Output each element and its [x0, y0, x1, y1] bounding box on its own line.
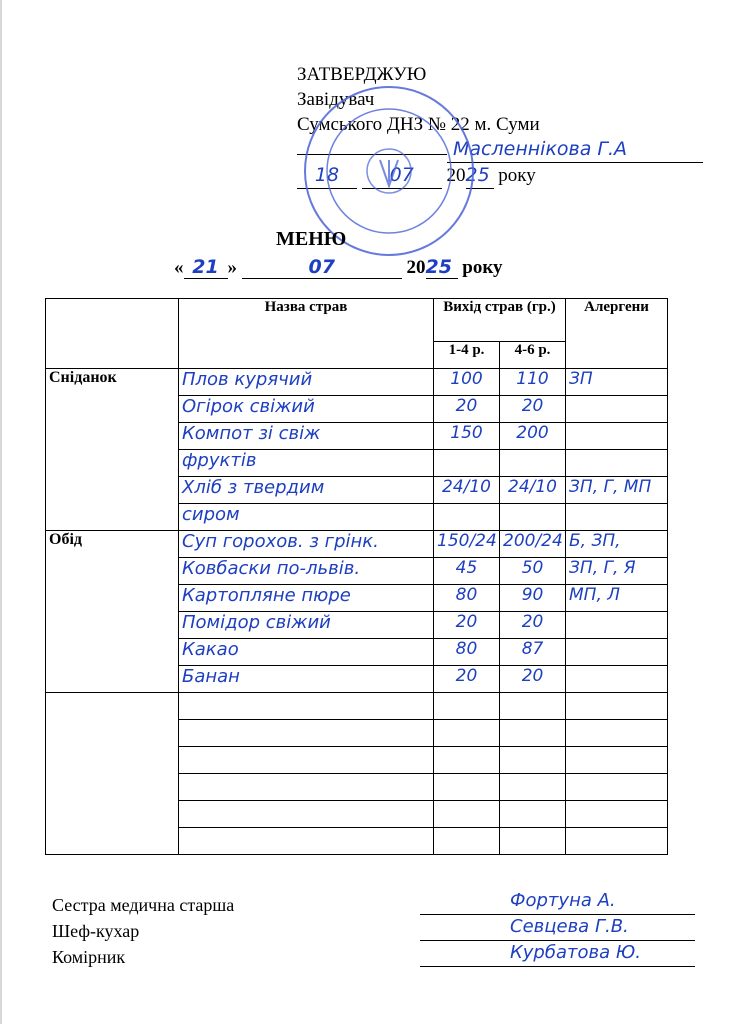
- cell-allergen: [566, 666, 668, 693]
- cell-allergen: Б, ЗП,: [566, 531, 668, 558]
- empty-cell: [500, 801, 566, 828]
- signature-line-nurse: [420, 890, 695, 915]
- role-chef: Шеф-кухар: [52, 921, 140, 941]
- breakfast-rows: [46, 369, 668, 531]
- menu-month: 07: [242, 256, 402, 279]
- empty-cell: [434, 747, 500, 774]
- empty-cell: [179, 828, 434, 855]
- approval-year-suffix: 25: [466, 163, 494, 189]
- role-storekeeper: Комірник: [52, 947, 126, 967]
- header-yield: Вихід страв (гр.): [434, 299, 566, 342]
- signature-name-storekeeper: Курбатова Ю.: [510, 942, 642, 963]
- table-row: [46, 369, 668, 396]
- signature-line-storekeeper: [420, 942, 695, 967]
- cell-b: [500, 504, 566, 531]
- cell-b: 90: [500, 585, 566, 612]
- cell-dish: Банан: [179, 666, 434, 693]
- empty-cell: [434, 801, 500, 828]
- cell-b: 20: [500, 396, 566, 423]
- empty-cell: [434, 693, 500, 720]
- cell-a: [434, 504, 500, 531]
- cell-dish: Ковбаски по-львів.: [179, 558, 434, 585]
- empty-cell: [179, 747, 434, 774]
- cell-dish: Помідор свіжий: [179, 612, 434, 639]
- cell-b: 20: [500, 666, 566, 693]
- cell-allergen: [566, 639, 668, 666]
- empty-cell: [179, 693, 434, 720]
- cell-b: 200: [500, 423, 566, 450]
- header-dish: Назва страв: [179, 299, 434, 369]
- empty-cell: [500, 720, 566, 747]
- menu-table: [45, 298, 668, 855]
- cell-dish: Плов курячий: [179, 369, 434, 396]
- cell-b: 24/10: [500, 477, 566, 504]
- cell-a: 80: [434, 639, 500, 666]
- menu-date: [174, 256, 503, 279]
- cell-b: [500, 450, 566, 477]
- cell-b: 50: [500, 558, 566, 585]
- table-header-row: [46, 299, 668, 342]
- cell-a: 20: [434, 612, 500, 639]
- empty-cell: [566, 774, 668, 801]
- cell-a: 24/10: [434, 477, 500, 504]
- signature-name-nurse: Фортуна А.: [510, 890, 616, 911]
- empty-cell: [500, 828, 566, 855]
- menu-year-word: року: [462, 257, 503, 278]
- empty-cell: [566, 693, 668, 720]
- empty-cell: [500, 747, 566, 774]
- empty-rows: [46, 693, 668, 855]
- lunch-label: Обід: [46, 531, 179, 693]
- header-meal: [46, 299, 179, 369]
- cell-dish: Компот зі свіж: [179, 423, 434, 450]
- signature-name-chef: Севцева Г.В.: [510, 916, 629, 937]
- empty-cell: [434, 720, 500, 747]
- cell-allergen: [566, 450, 668, 477]
- empty-cell: [434, 828, 500, 855]
- menu-year-suffix: 25: [426, 256, 458, 279]
- table-row: [46, 531, 668, 558]
- cell-a: 100: [434, 369, 500, 396]
- cell-b: 87: [500, 639, 566, 666]
- cell-allergen: [566, 504, 668, 531]
- approval-signature-name: Масленнікова Г.А: [447, 137, 703, 163]
- approval-day: 18: [297, 163, 357, 189]
- approval-year-prefix: 20: [446, 165, 466, 186]
- empty-cell: [500, 693, 566, 720]
- cell-dish: фруктів: [179, 450, 434, 477]
- cell-dish: Хліб з твердим: [179, 477, 434, 504]
- cell-a: 150/24: [434, 531, 500, 558]
- cell-a: 150: [434, 423, 500, 450]
- empty-cell: [179, 801, 434, 828]
- cell-dish: Суп горохов. з грінк.: [179, 531, 434, 558]
- approval-month: 07: [362, 163, 442, 189]
- menu-day: 21: [184, 256, 228, 279]
- menu-title: МЕНЮ: [276, 228, 347, 250]
- cell-a: 45: [434, 558, 500, 585]
- cell-dish: Огірок свіжий: [179, 396, 434, 423]
- header-age-4-6: 4-6 р.: [500, 342, 566, 369]
- menu-close-quote: »: [227, 257, 237, 278]
- cell-b: 110: [500, 369, 566, 396]
- menu-year-prefix: 20: [406, 257, 426, 278]
- empty-cell: [566, 720, 668, 747]
- cell-b: 20: [500, 612, 566, 639]
- empty-row: [46, 693, 668, 720]
- cell-allergen: [566, 423, 668, 450]
- approval-institution: Сумського ДНЗ № 22 м. Суми: [297, 114, 540, 135]
- lunch-rows: [46, 531, 668, 693]
- empty-cell: [566, 801, 668, 828]
- signature-roles: [52, 892, 234, 970]
- cell-a: 20: [434, 396, 500, 423]
- empty-cell: [434, 774, 500, 801]
- cell-dish: Какао: [179, 639, 434, 666]
- menu-open-quote: «: [174, 257, 184, 278]
- cell-a: 20: [434, 666, 500, 693]
- empty-meal-cell: [46, 693, 179, 855]
- cell-allergen: ЗП: [566, 369, 668, 396]
- cell-allergen: [566, 612, 668, 639]
- cell-allergen: МП, Л: [566, 585, 668, 612]
- approval-heading: ЗАТВЕРДЖУЮ: [297, 64, 427, 85]
- header-allergens: Алергени: [566, 299, 668, 369]
- cell-allergen: [566, 396, 668, 423]
- cell-a: [434, 450, 500, 477]
- role-nurse: Сестра медична старша: [52, 895, 235, 915]
- empty-cell: [500, 774, 566, 801]
- approval-position: Завідувач: [297, 89, 375, 110]
- approval-year-word: року: [498, 165, 536, 186]
- cell-a: 80: [434, 585, 500, 612]
- empty-cell: [179, 720, 434, 747]
- empty-cell: [566, 828, 668, 855]
- cell-b: 200/24: [500, 531, 566, 558]
- cell-allergen: ЗП, Г, Я: [566, 558, 668, 585]
- signature-line-chef: [420, 916, 695, 941]
- empty-cell: [179, 774, 434, 801]
- cell-dish: сиром: [179, 504, 434, 531]
- cell-allergen: ЗП, Г, МП: [566, 477, 668, 504]
- header-age-1-4: 1-4 р.: [434, 342, 500, 369]
- empty-cell: [566, 747, 668, 774]
- breakfast-label: Сніданок: [46, 369, 179, 531]
- cell-dish: Картопляне пюре: [179, 585, 434, 612]
